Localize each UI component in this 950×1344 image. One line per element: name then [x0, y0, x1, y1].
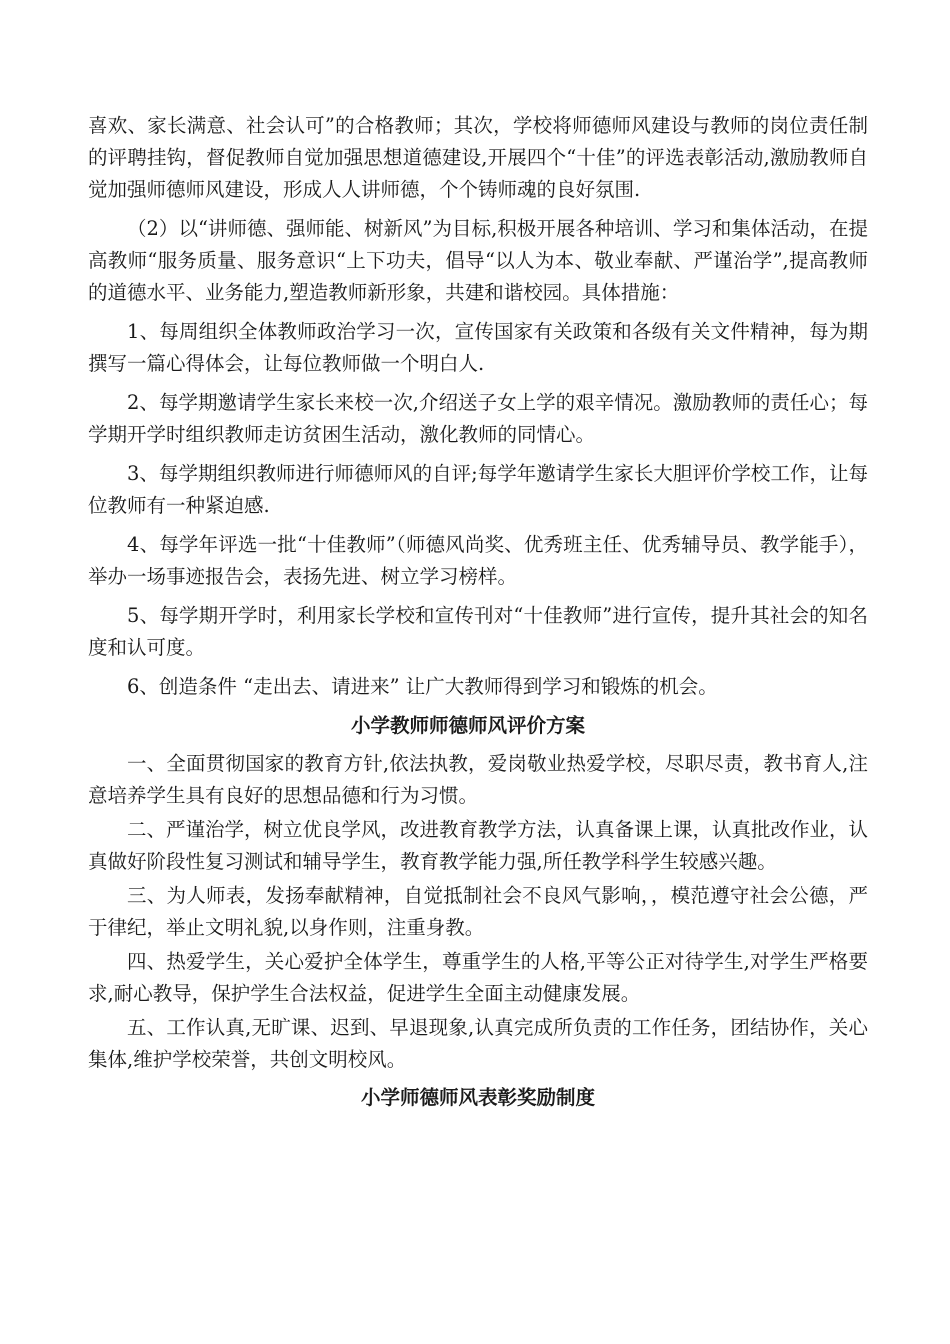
- section-title-award-system: 小学师德师风表彰奖励制度: [360, 1086, 595, 1109]
- evaluation-item-2: 二、严谨治学，树立优良学风，改进教育教学方法，认真备课上课，认真批改作业，认真做好阶段性复习测试和辅导学生，教育教学能力强,所任教学科学生较感兴趣。: [88, 818, 869, 873]
- evaluation-item-5: 五、工作认真,无旷课、迟到、早退现象,认真完成所负责的工作任务，团结协作，关心集体,维护学校荣誉，共创文明校风。: [88, 1016, 868, 1071]
- list-item-measure-3: 3、每学期组织教师进行师德师风的自评;每学年邀请学生家长大胆评价学校工作，让每位教师有一种紧迫感.: [88, 462, 868, 517]
- evaluation-item-1: 一、全面贯彻国家的教育方针,依法执教，爱岗敬业热爱学校，尽职尽责，教书育人,注意培养学生具有良好的思想品德和行为习惯。: [88, 752, 868, 807]
- section-title-evaluation-plan: 小学教师师德师风评价方案: [350, 714, 585, 737]
- evaluation-item-3: 三、为人师表，发扬奉献精神，自觉抵制社会不良风气影响，，模范遵守社会公德，严于律纪，举止文明礼貌,以身作则，注重身教。: [88, 884, 868, 939]
- list-item-measure-5: 5、每学期开学时，利用家长学校和宣传刊对“十佳教师”进行宣传，提升其社会的知名度和认可度。: [88, 604, 868, 659]
- list-item-measure-2: 2、每学期邀请学生家长来校一次,介绍送子女上学的艰辛情况。激励教师的责任心；每学期开学时组织教师走访贫困生活动，激化教师的同情心。: [88, 391, 868, 446]
- evaluation-item-4: 四、热爱学生，关心爱护全体学生，尊重学生的人格,平等公正对待学生,对学生严格要求,耐心教导，保护学生合法权益，促进学生全面主动健康发展。: [88, 950, 868, 1005]
- paragraph-intro-continued: 喜欢、家长满意、社会认可”的合格教师；其次，学校将师德师风建设与教师的岗位责任制的评聘挂钩，督促教师自觉加强思想道德建设,开展四个“十佳”的评选表彰活动,激励教师自觉加强师德师风建设，形成人人讲师德，个个铸师魂的良好氛围.: [88, 114, 868, 201]
- list-item-measure-1: 1、每周组织全体教师政治学习一次，宣传国家有关政策和各级有关文件精神，每为期撰写一篇心得体会，让每位教师做一个明白人.: [88, 320, 868, 375]
- list-item-measure-4: 4、每学年评选一批“十佳教师”（师德风尚奖、优秀班主任、优秀辅导员、教学能手），举办一场事迹报告会，表扬先进、树立学习榜样。: [88, 533, 868, 588]
- paragraph-measure-2: （2）以“讲师德、强师能、树新风”为目标,积极开展各种培训、学习和集体活动，在提高教师“服务质量、服务意识“上下功夫，倡导“以人为本、敬业奉献、严谨治学”,提高教师的道德水平、业务能力,塑造教师新形象，共建和谐校园。具体措施：: [88, 217, 868, 304]
- list-item-measure-6: 6、创造条件 “走出去、请进来” 让广大教师得到学习和锻炼的机会。: [127, 675, 718, 698]
- document-page: [88, 110, 868, 1114]
